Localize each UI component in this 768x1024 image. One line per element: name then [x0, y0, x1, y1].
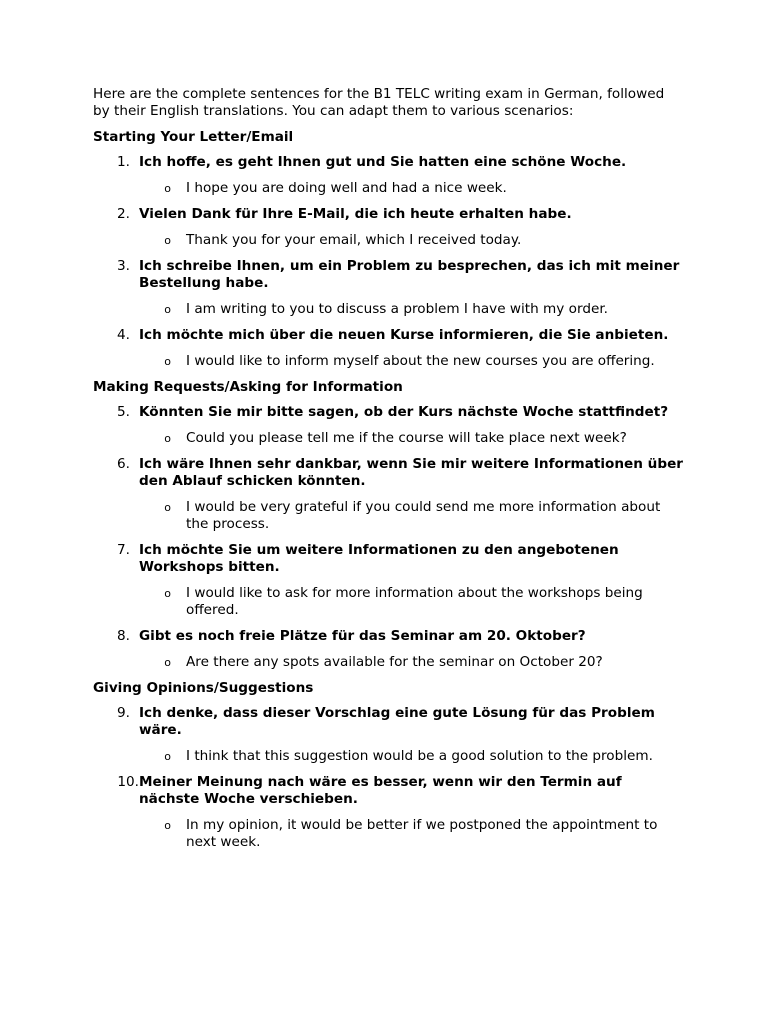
german-sentence: Könnten Sie mir bitte sagen, ob der Kurs nächste Woche stattfindet?: [139, 404, 669, 420]
item-number: 10.: [117, 774, 139, 790]
english-translation: I would be very grateful if you could send me more information about the process.: [186, 499, 661, 532]
section-heading: Starting Your Letter/Email: [93, 129, 294, 145]
bullet-icon: o: [164, 501, 171, 514]
german-sentence: Ich hoffe, es geht Ihnen gut und Sie hatten eine schöne Woche.: [139, 154, 627, 170]
english-translation: I hope you are doing well and had a nice week.: [186, 180, 507, 196]
list-item: [93, 404, 683, 447]
list-item: [93, 327, 683, 370]
item-number: 3.: [117, 258, 130, 274]
bullet-icon: o: [164, 355, 171, 368]
list-item: [93, 456, 683, 533]
bullet-icon: o: [164, 234, 171, 247]
bullet-icon: o: [164, 587, 171, 600]
item-number: 4.: [117, 327, 130, 343]
intro-paragraph: Here are the complete sentences for the B1 TELC writing exam in German, followed by their English translations. You can adapt them to various scenarios:: [93, 86, 665, 119]
german-sentence: Ich schreibe Ihnen, um ein Problem zu besprechen, das ich mit meiner Bestellung habe.: [139, 258, 680, 291]
sentence-list: [93, 154, 683, 370]
english-translation: Thank you for your email, which I received today.: [186, 232, 522, 248]
english-translation: I am writing to you to discuss a problem I have with my order.: [186, 301, 608, 317]
bullet-icon: o: [164, 182, 171, 195]
item-number: 2.: [117, 206, 130, 222]
german-sentence: Ich denke, dass dieser Vorschlag eine gute Lösung für das Problem wäre.: [139, 705, 655, 738]
item-number: 8.: [117, 628, 130, 644]
bullet-icon: o: [164, 750, 171, 763]
english-translation: I think that this suggestion would be a good solution to the problem.: [186, 748, 653, 764]
german-sentence: Meiner Meinung nach wäre es besser, wenn wir den Termin auf nächste Woche verschieben.: [139, 774, 622, 807]
bullet-icon: o: [164, 656, 171, 669]
item-number: 6.: [117, 456, 130, 472]
document-page: [93, 86, 683, 860]
list-item: [93, 628, 683, 671]
sentence-list: [93, 404, 683, 671]
english-translation: I would like to inform myself about the new courses you are offering.: [186, 353, 655, 369]
item-number: 5.: [117, 404, 130, 420]
list-item: [93, 258, 683, 318]
german-sentence: Gibt es noch freie Plätze für das Seminar am 20. Oktober?: [139, 628, 586, 644]
english-translation: Are there any spots available for the seminar on October 20?: [186, 654, 603, 670]
list-item: [93, 154, 683, 197]
english-translation: Could you please tell me if the course will take place next week?: [186, 430, 627, 446]
list-item: [93, 774, 683, 851]
bullet-icon: o: [164, 432, 171, 445]
item-number: 9.: [117, 705, 130, 721]
sentence-list: [93, 705, 683, 851]
german-sentence: Vielen Dank für Ihre E-Mail, die ich heute erhalten habe.: [139, 206, 572, 222]
item-number: 1.: [117, 154, 130, 170]
item-number: 7.: [117, 542, 130, 558]
list-item: [93, 206, 683, 249]
english-translation: In my opinion, it would be better if we postponed the appointment to next week.: [186, 817, 658, 850]
list-item: [93, 705, 683, 765]
list-item: [93, 542, 683, 619]
german-sentence: Ich möchte Sie um weitere Informationen zu den angebotenen Workshops bitten.: [139, 542, 619, 575]
section-heading: Giving Opinions/Suggestions: [93, 680, 314, 696]
german-sentence: Ich wäre Ihnen sehr dankbar, wenn Sie mir weitere Informationen über den Ablauf schicken könnten.: [139, 456, 684, 489]
bullet-icon: o: [164, 819, 171, 832]
bullet-icon: o: [164, 303, 171, 316]
sections-container: [93, 129, 683, 851]
section-heading: Making Requests/Asking for Information: [93, 379, 403, 395]
english-translation: I would like to ask for more information about the workshops being offered.: [186, 585, 643, 618]
german-sentence: Ich möchte mich über die neuen Kurse informieren, die Sie anbieten.: [139, 327, 669, 343]
